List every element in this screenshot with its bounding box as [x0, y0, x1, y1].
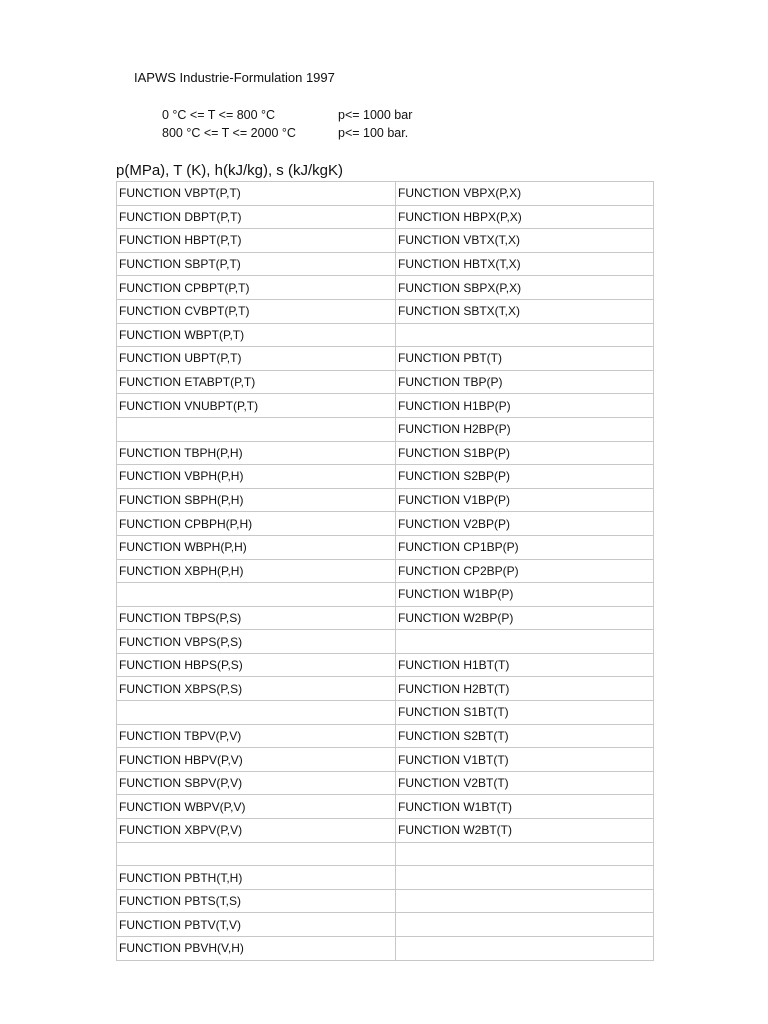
function-cell-right: FUNCTION SBTX(T,X) [396, 299, 654, 323]
function-cell-left: FUNCTION HBPS(P,S) [117, 653, 396, 677]
function-cell-right: FUNCTION W1BP(P) [396, 583, 654, 607]
table-row [117, 748, 654, 772]
function-cell-right: FUNCTION CP2BP(P) [396, 559, 654, 583]
table-row [117, 583, 654, 607]
table-row [117, 630, 654, 654]
function-cell-right: FUNCTION H1BP(P) [396, 394, 654, 418]
function-cell-left: FUNCTION VNUBPT(P,T) [117, 394, 396, 418]
function-cell-right [396, 630, 654, 654]
function-cell-right: FUNCTION W1BT(T) [396, 795, 654, 819]
function-cell-right: FUNCTION V1BP(P) [396, 488, 654, 512]
table-row [117, 299, 654, 323]
function-cell-left: FUNCTION TBPV(P,V) [117, 724, 396, 748]
function-cell-left: FUNCTION TBPH(P,H) [117, 441, 396, 465]
table-row [117, 229, 654, 253]
table-row [117, 512, 654, 536]
function-cell-right: FUNCTION H2BP(P) [396, 417, 654, 441]
table-row [117, 866, 654, 890]
function-cell-left: FUNCTION SBPH(P,H) [117, 488, 396, 512]
function-table [116, 181, 654, 961]
function-cell-right [396, 842, 654, 866]
table-row [117, 937, 654, 961]
function-cell-left [117, 583, 396, 607]
document-title: IAPWS Industrie-Formulation 1997 [134, 70, 335, 85]
table-row [117, 653, 654, 677]
table-row [117, 441, 654, 465]
function-cell-left: FUNCTION CPBPH(P,H) [117, 512, 396, 536]
function-cell-right [396, 866, 654, 890]
table-row [117, 606, 654, 630]
table-row [117, 677, 654, 701]
function-cell-right [396, 889, 654, 913]
function-cell-right: FUNCTION VBTX(T,X) [396, 229, 654, 253]
function-cell-left: FUNCTION VBPT(P,T) [117, 182, 396, 206]
function-cell-left: FUNCTION PBTV(T,V) [117, 913, 396, 937]
function-cell-left: FUNCTION XBPV(P,V) [117, 819, 396, 843]
function-cell-left: FUNCTION PBTS(T,S) [117, 889, 396, 913]
table-row [117, 701, 654, 725]
function-cell-right: FUNCTION TBP(P) [396, 370, 654, 394]
function-cell-left: FUNCTION HBPV(P,V) [117, 748, 396, 772]
function-cell-right: FUNCTION H1BT(T) [396, 653, 654, 677]
units-line: p(MPa), T (K), h(kJ/kg), s (kJ/kgK) [116, 162, 343, 179]
table-row [117, 488, 654, 512]
table-row [117, 276, 654, 300]
function-cell-left: FUNCTION SBPV(P,V) [117, 771, 396, 795]
table-row [117, 535, 654, 559]
function-cell-left: FUNCTION SBPT(P,T) [117, 252, 396, 276]
function-cell-left: FUNCTION ETABPT(P,T) [117, 370, 396, 394]
table-row [117, 819, 654, 843]
table-row [117, 771, 654, 795]
function-cell-right: FUNCTION S2BP(P) [396, 465, 654, 489]
table-row [117, 205, 654, 229]
function-cell-right: FUNCTION HBPX(P,X) [396, 205, 654, 229]
function-cell-right: FUNCTION SBPX(P,X) [396, 276, 654, 300]
table-row [117, 182, 654, 206]
table-row [117, 913, 654, 937]
function-cell-left: FUNCTION UBPT(P,T) [117, 347, 396, 371]
table-row [117, 889, 654, 913]
function-cell-left: FUNCTION VBPH(P,H) [117, 465, 396, 489]
pressure-limit-2: p<= 100 bar. [338, 126, 409, 140]
function-cell-left [117, 417, 396, 441]
table-row [117, 465, 654, 489]
function-cell-left: FUNCTION WBPV(P,V) [117, 795, 396, 819]
function-cell-left: FUNCTION HBPT(P,T) [117, 229, 396, 253]
function-cell-left: FUNCTION PBVH(V,H) [117, 937, 396, 961]
function-cell-left [117, 701, 396, 725]
function-cell-right [396, 323, 654, 347]
function-cell-left: FUNCTION WBPT(P,T) [117, 323, 396, 347]
function-cell-left: FUNCTION CVBPT(P,T) [117, 299, 396, 323]
function-cell-right: FUNCTION PBT(T) [396, 347, 654, 371]
table-row [117, 724, 654, 748]
function-cell-left: FUNCTION TBPS(P,S) [117, 606, 396, 630]
function-cell-right: FUNCTION V2BP(P) [396, 512, 654, 536]
function-cell-right: FUNCTION VBPX(P,X) [396, 182, 654, 206]
function-cell-left: FUNCTION XBPH(P,H) [117, 559, 396, 583]
temperature-range-1: 0 °C <= T <= 800 °C [162, 108, 276, 122]
function-cell-left: FUNCTION PBTH(T,H) [117, 866, 396, 890]
function-cell-right [396, 937, 654, 961]
table-row [117, 323, 654, 347]
function-cell-right: FUNCTION W2BP(P) [396, 606, 654, 630]
function-cell-left [117, 842, 396, 866]
function-cell-right: FUNCTION HBTX(T,X) [396, 252, 654, 276]
function-cell-right [396, 913, 654, 937]
function-cell-right: FUNCTION H2BT(T) [396, 677, 654, 701]
function-cell-right: FUNCTION S2BT(T) [396, 724, 654, 748]
table-row [117, 394, 654, 418]
function-cell-left: FUNCTION WBPH(P,H) [117, 535, 396, 559]
function-cell-left: FUNCTION CPBPT(P,T) [117, 276, 396, 300]
function-cell-left: FUNCTION XBPS(P,S) [117, 677, 396, 701]
table-row [117, 370, 654, 394]
function-cell-right: FUNCTION V1BT(T) [396, 748, 654, 772]
temperature-range-2: 800 °C <= T <= 2000 °C [162, 126, 296, 140]
table-row [117, 559, 654, 583]
table-row [117, 795, 654, 819]
function-cell-right: FUNCTION S1BT(T) [396, 701, 654, 725]
pressure-limit-1: p<= 1000 bar [338, 108, 413, 122]
function-cell-left: FUNCTION VBPS(P,S) [117, 630, 396, 654]
table-row [117, 347, 654, 371]
function-cell-right: FUNCTION S1BP(P) [396, 441, 654, 465]
table-row [117, 842, 654, 866]
function-cell-right: FUNCTION V2BT(T) [396, 771, 654, 795]
table-row [117, 252, 654, 276]
table-row [117, 417, 654, 441]
function-cell-right: FUNCTION W2BT(T) [396, 819, 654, 843]
function-cell-left: FUNCTION DBPT(P,T) [117, 205, 396, 229]
function-cell-right: FUNCTION CP1BP(P) [396, 535, 654, 559]
